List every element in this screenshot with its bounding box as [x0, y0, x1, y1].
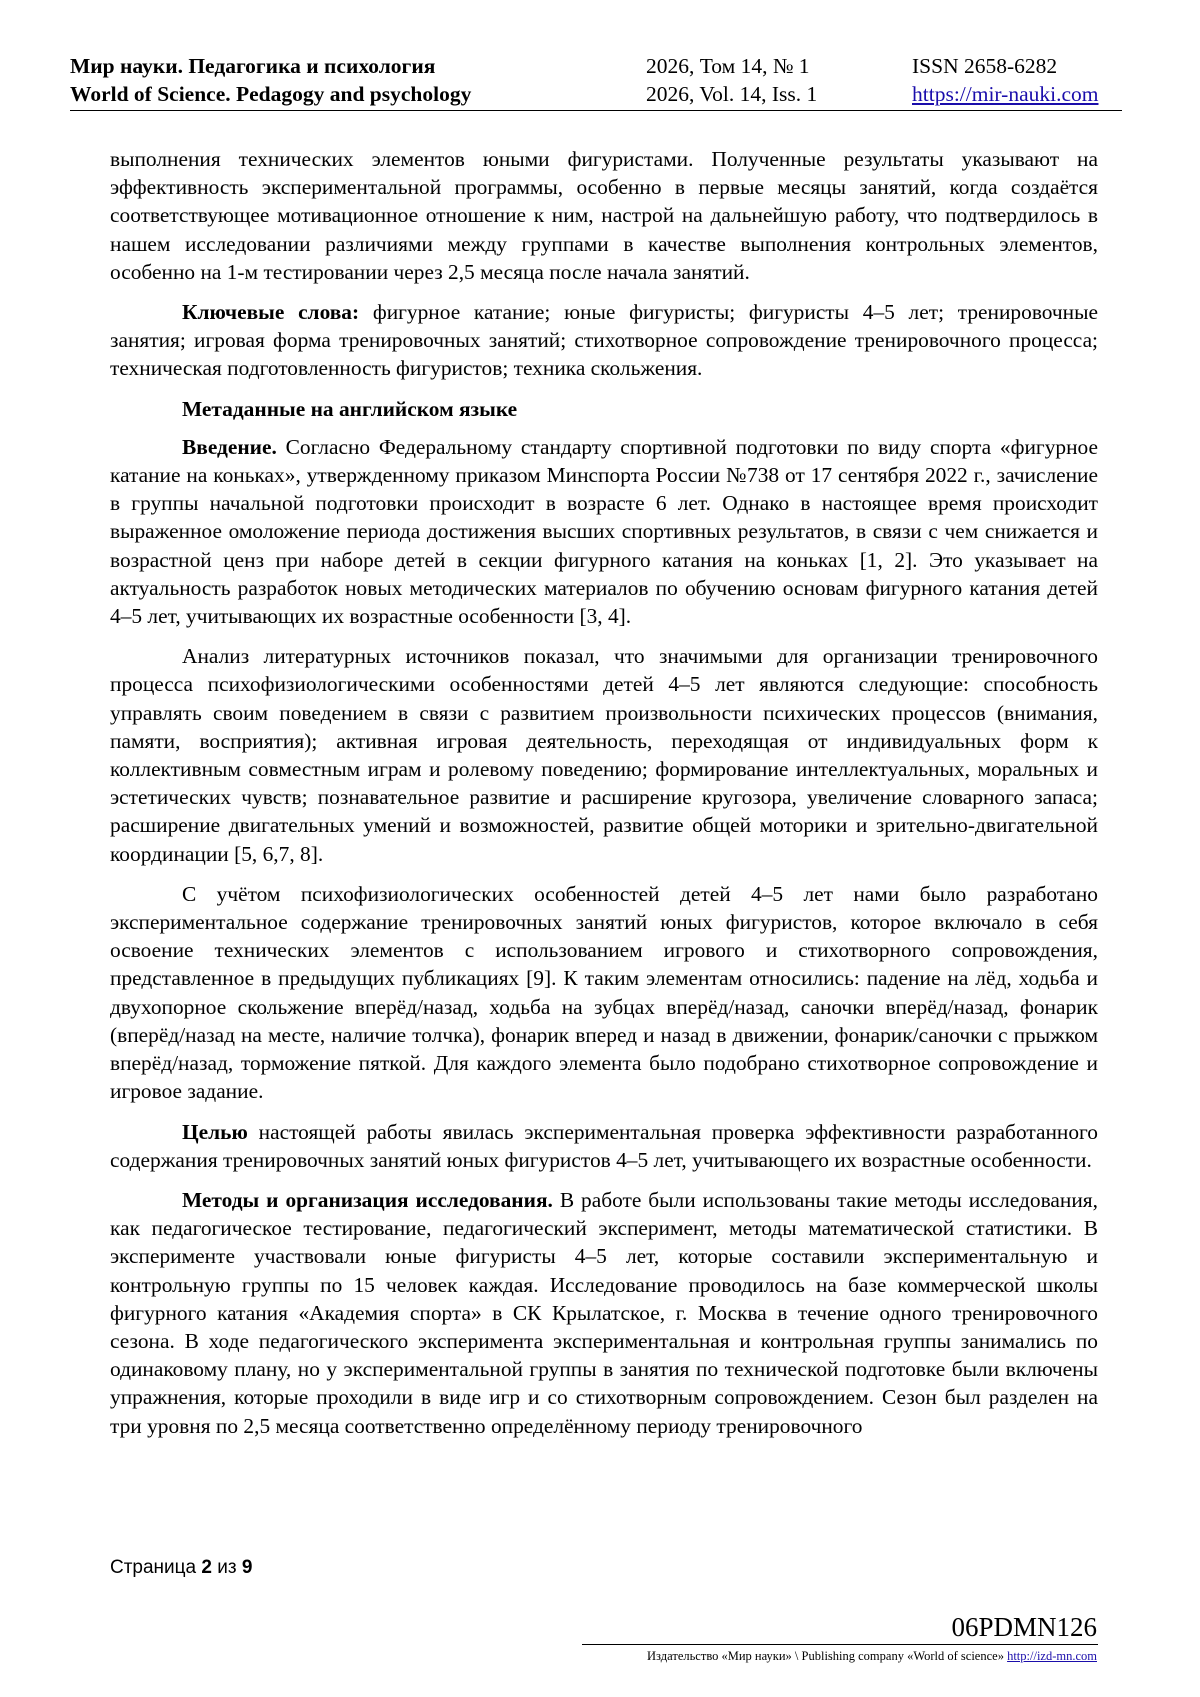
goal-text: настоящей работы явилась экспериментальная проверка эффективности разработанного содержания тренировочных занятий юных фигуристов 4–5 лет, учитывающего их возрастные особенности.: [110, 1119, 1098, 1172]
issue-info-en: 2026, Vol. 14, Iss. 1: [646, 82, 818, 106]
journal-title: [70, 52, 471, 108]
issue-info: [646, 52, 817, 108]
keywords-text: фигурное катание; юные фигуристы; фигуристы 4–5 лет; тренировочные занятия; игровая форма тренировочных занятий; стихотворное сопровождение тренировочного процесса; техническая подготовленность фигуристов; техника скольжения.: [110, 300, 1098, 381]
content-paragraph: С учётом психофизиологических особенностей детей 4–5 лет нами было разработано экспериментальное содержание тренировочных занятий юных фигуристов, которое включало в себя освоение технических элементов с использованием игрового и стихотворного сопровождения, представленное в предыдущих публикациях [9]. К таким элементам относились: падение на лёд, ходьба и двухопорное скольжение вперёд/назад, ходьба на зубцах вперёд/назад, саночки вперёд/назад, фонарик (вперёд/назад на месте, наличие толчка), фонарик вперед и назад в движении, фонарик/саночки с прыжком вперёд/назад, торможение пяткой. Для каждого элемента было подобрано стихотворное сопровождение и игровое задание.: [110, 881, 1098, 1104]
journal-title-ru: Мир науки. Педагогика и психология: [70, 54, 436, 78]
journal-url-link[interactable]: https://mir-nauki.com: [912, 82, 1099, 106]
page-total: 9: [241, 1557, 253, 1578]
introduction-label: Введение.: [182, 434, 277, 459]
issue-info-ru: 2026, Том 14, № 1: [646, 54, 810, 78]
publisher-url-link[interactable]: http://izd-mn.com: [1007, 1649, 1097, 1663]
introduction-paragraph: [110, 433, 1098, 630]
analysis-paragraph: Анализ литературных источников показал, что значимыми для организации тренировочного процесса психофизиологическими особенностями детей 4–5 лет являются следующие: способность управлять своим поведением в связи с развитием произвольности психических процессов (внимания, памяти, восприятия); активная игровая деятельность, переходящая от индивидуальных форм к коллективным совместным играм и ролевому поведению; формирование интеллектуальных, моральных и эстетических чувств; познавательное развитие и расширение кругозора, увеличение словарного запаса; расширение двигательных умений и возможностей, развитие общей моторики и зрительно-двигательной координации [5, 6,7, 8].: [110, 644, 1098, 866]
introduction-text: Согласно Федеральному стандарту спортивной подготовки по виду спорта «фигурное катание на коньках», утвержденному приказом Минспорта России №738 от 17 сентября 2022 г., зачисление в группы начальной подготовки происходит в возрасте 6 лет. Однако в настоящее время происходит выраженное омоложение периода достижения высших спортивных результатов, в связи с чем снижается и возрастной ценз при наборе детей в секции фигурного катания на коньках [1, 2]. Это указывает на актуальность разработок новых методических материалов по обучению основам фигурного катания детей 4–5 лет, учитывающих их возрастные особенности [3, 4].: [110, 434, 1098, 629]
goal-paragraph: [110, 1118, 1098, 1174]
abstract-continuation: выполнения технических элементов юными фигуристами. Полученные результаты указывают на эффективность экспериментальной программы, особенно в первые месяцы занятий, когда создаётся соответствующее мотивационное отношение к ним, настрой на дальнейшую работу, что подтвердилось в нашем исследовании различиями между группами в качестве выполнения контрольных элементов, особенно на 1-м тестировании через 2,5 месяца после начала занятий.: [110, 147, 1098, 284]
methods-paragraph: [110, 1186, 1098, 1440]
metadata-heading: Метаданные на английском языке: [182, 396, 518, 421]
page-of: из: [217, 1557, 237, 1578]
publisher-line: [647, 1648, 1097, 1664]
publisher-text: Издательство «Мир науки» \ Publishing company «World of science»: [647, 1649, 1004, 1663]
journal-header: [70, 50, 1122, 111]
page-current: 2: [201, 1557, 212, 1578]
article-body: [110, 145, 1098, 1452]
issn-number: ISSN 2658-6282: [912, 54, 1058, 78]
page-counter: [110, 1557, 252, 1579]
page-word: Страница: [110, 1557, 197, 1578]
keywords-label: Ключевые слова:: [182, 300, 360, 325]
methods-label: Методы и организация исследования.: [182, 1187, 553, 1212]
footer-divider: [582, 1644, 1098, 1645]
journal-title-en: World of Science. Pedagogy and psychology: [70, 82, 472, 106]
keywords-paragraph: [110, 298, 1098, 383]
article-code: 06PDMN126: [951, 1612, 1097, 1642]
issn-block: [912, 52, 1098, 108]
goal-label: Целью: [182, 1119, 248, 1144]
methods-text: В работе были использованы такие методы исследования, как педагогическое тестирование, педагогический эксперимент, методы математической статистики. В эксперименте участвовали юные фигуристы 4–5 лет, которые составили экспериментальную и контрольную группы по 15 человек каждая. Исследование проводилось на базе коммерческой школы фигурного катания «Академия спорта» в СК Крылатское, г. Москва в течение одного тренировочного сезона. В ходе педагогического эксперимента экспериментальная и контрольная группы занимались по одинаковому плану, но у экспериментальной группы в занятия по технической подготовке были включены упражнения, которые проходили в виде игр и со стихотворным сопровождением. Сезон был разделен на три уровня по 2,5 месяца соответственно определённому периоду тренировочного: [110, 1187, 1098, 1438]
